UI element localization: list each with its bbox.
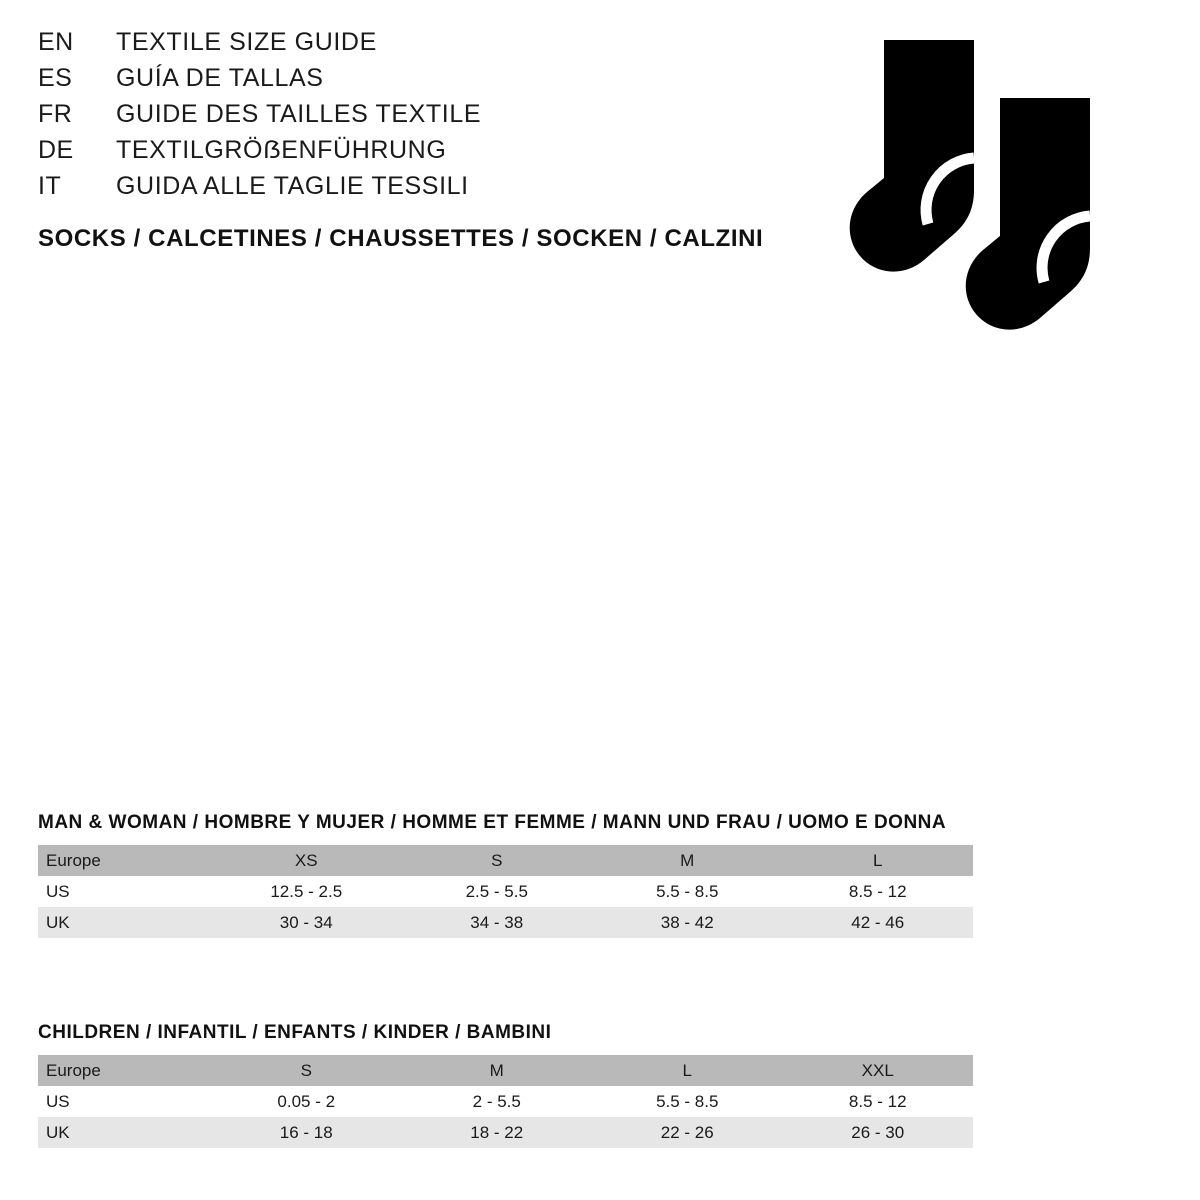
language-row-en [38, 30, 798, 55]
cell-us-s: 0.05 - 2 [211, 1086, 402, 1117]
cell-us-m: 2 - 5.5 [402, 1086, 593, 1117]
language-row-it [38, 174, 798, 199]
cell-uk-xxl: 26 - 30 [783, 1117, 974, 1148]
cell-us-m: 5.5 - 8.5 [592, 876, 783, 907]
language-text-fr: GUIDE DES TAILLES TEXTILE [116, 100, 482, 128]
header-size-m: M [592, 845, 783, 876]
cell-uk-xs: 30 - 34 [211, 907, 402, 938]
header-size-s: S [402, 845, 593, 876]
header-size-xs: XS [211, 845, 402, 876]
header-region-label: Europe [38, 845, 211, 876]
language-row-de [38, 138, 798, 163]
product-category-line: SOCKS / CALCETINES / CHAUSSETTES / SOCKEN / CALZINI [38, 225, 764, 252]
table-row [38, 1086, 973, 1117]
language-text-en: TEXTILE SIZE GUIDE [116, 28, 377, 56]
language-code-fr: FR [38, 100, 73, 128]
language-text-de: TEXTILGRÖẞENFÜHRUNG [116, 136, 447, 164]
row-label-uk: UK [38, 1117, 211, 1148]
cell-us-s: 2.5 - 5.5 [402, 876, 593, 907]
section-title-man-woman: MAN & WOMAN / HOMBRE Y MUJER / HOMME ET FEMME / MANN UND FRAU / UOMO E DONNA [38, 812, 947, 833]
cell-uk-s: 34 - 38 [402, 907, 593, 938]
table-row [38, 907, 973, 938]
socks-icon [810, 30, 1140, 360]
cell-us-l: 5.5 - 8.5 [592, 1086, 783, 1117]
header-size-l: L [592, 1055, 783, 1086]
header-size-xxl: XXL [783, 1055, 974, 1086]
language-code-it: IT [38, 172, 62, 200]
cell-uk-m: 18 - 22 [402, 1117, 593, 1148]
cell-us-xs: 12.5 - 2.5 [211, 876, 402, 907]
table-header-row [38, 1055, 973, 1086]
cell-uk-l: 42 - 46 [783, 907, 974, 938]
cell-uk-m: 38 - 42 [592, 907, 783, 938]
language-code-en: EN [38, 28, 74, 56]
table-row [38, 876, 973, 907]
size-table-man-woman [38, 845, 973, 938]
language-text-es: GUÍA DE TALLAS [116, 64, 324, 92]
header-size-m: M [402, 1055, 593, 1086]
header-region-label: Europe [38, 1055, 211, 1086]
size-table-children [38, 1055, 973, 1148]
header-size-s: S [211, 1055, 402, 1086]
cell-uk-l: 22 - 26 [592, 1117, 783, 1148]
language-row-fr [38, 102, 798, 127]
cell-uk-s: 16 - 18 [211, 1117, 402, 1148]
language-code-es: ES [38, 64, 73, 92]
language-row-es [38, 66, 798, 91]
language-code-de: DE [38, 136, 74, 164]
size-section-man-woman [38, 812, 973, 938]
size-section-children [38, 1022, 973, 1148]
row-label-us: US [38, 876, 211, 907]
row-label-uk: UK [38, 907, 211, 938]
section-title-children: CHILDREN / INFANTIL / ENFANTS / KINDER / BAMBINI [38, 1022, 552, 1043]
header-size-l: L [783, 845, 974, 876]
cell-us-l: 8.5 - 12 [783, 876, 974, 907]
cell-us-xxl: 8.5 - 12 [783, 1086, 974, 1117]
header-block [38, 30, 798, 253]
language-text-it: GUIDA ALLE TAGLIE TESSILI [116, 172, 469, 200]
table-row [38, 1117, 973, 1148]
row-label-us: US [38, 1086, 211, 1117]
table-header-row [38, 845, 973, 876]
